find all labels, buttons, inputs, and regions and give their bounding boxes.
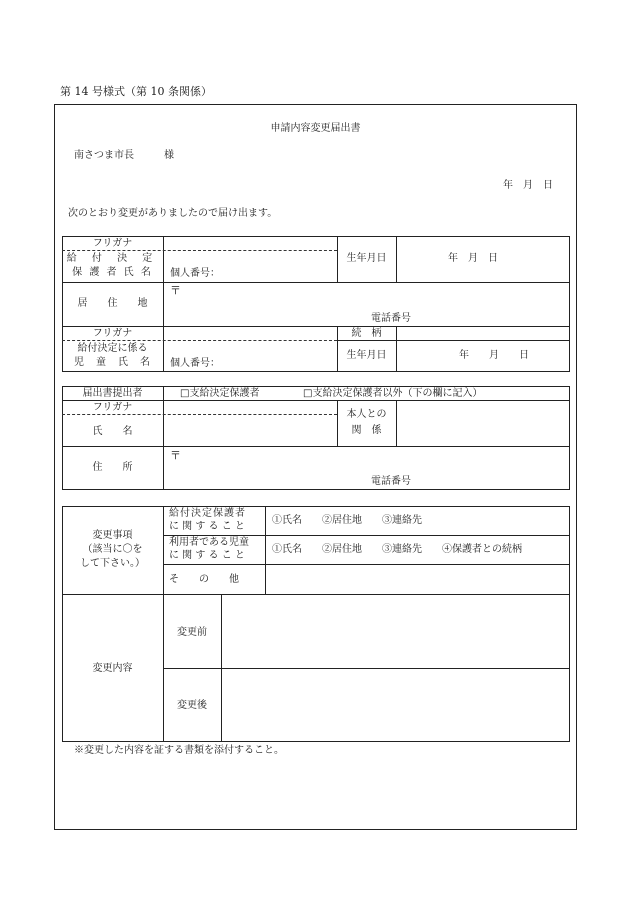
address-label: 居 住 地 xyxy=(77,298,148,309)
submitter-label: 届出書提出者 xyxy=(82,388,143,399)
furigana-label: フリガナ xyxy=(92,238,133,249)
change-table xyxy=(62,506,570,742)
birthdate-value-2: 年 月 日 xyxy=(459,350,529,361)
row1-options[interactable]: ①氏名 ②居住地 ③連絡先 xyxy=(272,515,422,526)
form-number: 第 14 号様式（第 10 条関係） xyxy=(60,85,212,98)
form-title: 申請内容変更届出書 xyxy=(270,123,361,134)
row1-label-1: 給付決定保護者 xyxy=(169,508,246,519)
change-items-label-2: （該当に〇を xyxy=(82,544,143,555)
intro-text: 次のとおり変更がありましたので届け出ます。 xyxy=(68,208,278,219)
submitter-furigana-label: フリガナ xyxy=(92,402,133,413)
child-label-2: 児 童 氏 名 xyxy=(74,357,151,368)
child-label-1: 給付決定に係る xyxy=(77,343,148,354)
guardian-label-2: 保 護 者 氏 名 xyxy=(72,267,153,278)
relation-to-person-label-1: 本人との xyxy=(346,409,387,420)
phone-label: 電話番号 xyxy=(371,313,411,324)
guardian-label-1: 給 付 決 定 xyxy=(66,253,159,264)
submitter-postal-mark: 〒 xyxy=(170,449,181,462)
row2-label-2: に 関 す る こ と xyxy=(169,550,245,561)
guardian-kojin-bango: 個人番号： xyxy=(170,268,220,279)
before-label: 変更前 xyxy=(177,627,207,638)
birthdate-value: 年 月 日 xyxy=(448,253,498,264)
row2-options[interactable]: ①氏名 ②居住地 ③連絡先 ④保護者との続柄 xyxy=(272,544,522,555)
birthdate-label: 生年月日 xyxy=(346,253,387,264)
row2-label-1: 利用者である児童 xyxy=(169,537,249,548)
submitter-option-guardian[interactable]: □支給決定保護者 xyxy=(180,388,260,399)
furigana-label-2: フリガナ xyxy=(92,328,133,339)
change-items-label-1: 変更事項 xyxy=(92,530,133,541)
footnote: ※変更した内容を証する書類を添付すること。 xyxy=(74,745,284,756)
change-content-label: 変更内容 xyxy=(92,663,133,674)
relation-to-person-label-2: 関 係 xyxy=(351,425,382,436)
relation-label: 続 柄 xyxy=(351,328,382,339)
row1-label-2: に 関 す る こ と xyxy=(169,521,245,532)
submitter-address-label: 住 所 xyxy=(92,462,133,473)
postal-mark: 〒 xyxy=(170,284,181,297)
addressee: 南さつま市長 様 xyxy=(74,150,174,161)
change-items-label-3: して下さい。） xyxy=(80,558,145,569)
row3-label: そ の 他 xyxy=(169,574,239,585)
submitter-name-label: 氏 名 xyxy=(92,426,133,437)
birthdate-label-2: 生年月日 xyxy=(346,350,387,361)
after-label: 変更後 xyxy=(177,700,207,711)
submitter-table xyxy=(62,386,570,490)
submitter-option-other[interactable]: □支給決定保護者以外（下の欄に記入） xyxy=(303,388,483,399)
child-kojin-bango: 個人番号： xyxy=(170,358,220,369)
date-line: 年 月 日 xyxy=(503,180,553,191)
submitter-phone-label: 電話番号 xyxy=(371,476,411,487)
